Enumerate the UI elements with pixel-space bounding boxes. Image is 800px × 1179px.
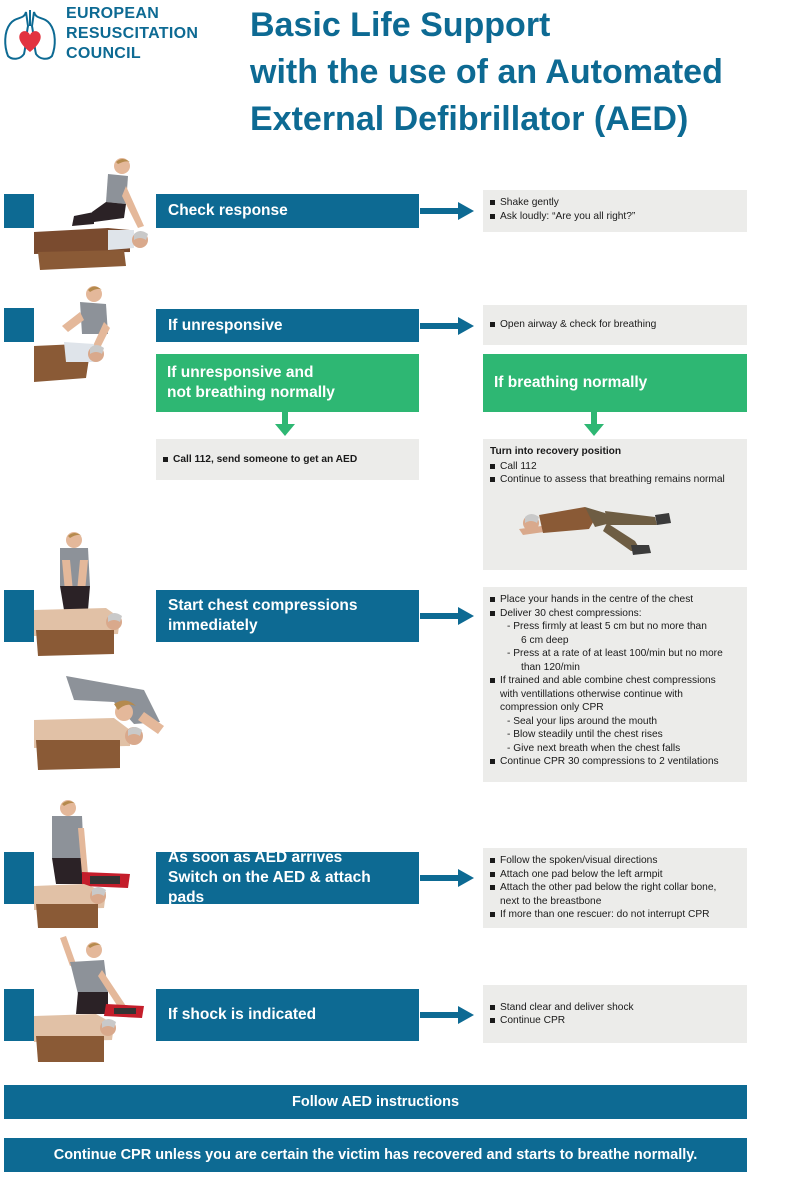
list-item: Call 112, send someone to get an AED [163,453,357,467]
list-item: - Give next breath when the chest falls [507,742,681,754]
list-item: compression only CPR [500,702,604,713]
list-item: Continue CPR 30 compressions to 2 ventilations [490,755,741,769]
list-item: next to the breastbone [500,895,602,907]
step-start-chest-compressions: Start chest compressions immediately [156,590,419,642]
info-chest-compressions [483,587,747,782]
list-item: Call 112 [490,460,741,474]
rescuer-rescue-breath-figure [34,672,164,772]
step-marker-compressions [4,590,34,642]
rescuer-chest-compressions-figure [34,530,124,658]
arrow-right-icon [420,868,474,888]
info-check-response [483,190,747,232]
info-unresponsive [483,305,747,345]
list-item: Deliver 30 chest compressions: [490,607,741,621]
step-marker-unresponsive [4,308,34,342]
step-if-unresponsive: If unresponsive [156,309,419,342]
arrow-right-icon [420,201,474,221]
list-item: Ask loudly: “Are you all right?” [490,210,741,224]
list-item: 6 cm deep [521,634,569,646]
list-item: Place your hands in the centre of the chest [490,593,741,607]
list-item: Follow the spoken/visual directions [490,854,741,868]
erc-logo-icon [2,6,58,62]
list-item: with ventillations otherwise continue with [500,688,683,700]
continue-cpr-bar: Continue CPR unless you are certain the victim has recovered and starts to breathe normally. [4,1138,747,1172]
step-marker-check-response [4,194,34,228]
step-check-response: Check response [156,194,419,228]
step-not-breathing-normally: If unresponsive and not breathing normally [156,354,419,412]
list-item: Attach one pad below the left armpit [490,868,741,882]
recovery-position-heading: Turn into recovery position [490,446,622,457]
list-item: - Seal your lips around the mouth [507,715,658,727]
info-shock [483,985,747,1043]
rescuer-checking-response-figure [34,156,152,272]
list-item: than 120/min [521,661,580,673]
step-breathing-normally: If breathing normally [483,354,747,412]
arrow-right-icon [420,1005,474,1025]
list-item: Continue to assess that breathing remains normal [490,473,741,487]
info-aed-pads [483,848,747,928]
list-item: - Press at a rate of at least 100/min but no more [507,648,723,659]
arrow-right-icon [420,606,474,626]
list-item: Attach the other pad below the right collar bone, [490,881,741,895]
page-title: Basic Life Support with the use of an Automated External Defibrillator (AED) [250,6,723,138]
info-call-112-aed [156,439,419,480]
list-item: Shake gently [490,196,741,210]
step-shock-indicated: If shock is indicated [156,989,419,1041]
list-item: - Blow steadily until the chest rises [507,729,663,740]
list-item: If more than one rescuer: do not interrupt CPR [490,908,741,922]
rescuer-attaching-aed-figure [34,798,130,930]
arrow-right-icon [420,316,474,336]
rescuer-deliver-shock-figure [34,936,144,1064]
list-item: Stand clear and deliver shock [490,1001,634,1015]
list-item: If trained and able combine chest compressions [490,674,741,688]
step-marker-shock [4,989,34,1041]
rescuer-opening-airway-figure [34,282,114,390]
step-marker-aed [4,852,34,904]
erc-logo-text: EUROPEAN RESUSCITATION COUNCIL [66,5,199,62]
list-item: Open airway & check for breathing [490,318,656,332]
info-recovery-position [483,439,747,570]
recovery-position-figure [519,489,679,567]
list-item: - Press firmly at least 5 cm but no more than [507,621,707,632]
list-item: Continue CPR [490,1014,634,1028]
step-aed-arrives: As soon as AED arrives Switch on the AED & attach pads [156,852,419,904]
arrow-down-icon [584,412,604,436]
follow-aed-instructions-bar: Follow AED instructions [4,1085,747,1119]
arrow-down-icon [275,412,295,436]
